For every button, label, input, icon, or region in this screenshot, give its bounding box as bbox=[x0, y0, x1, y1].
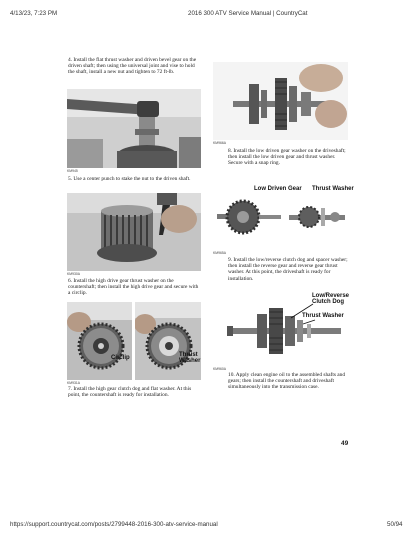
photo-thrust-washer bbox=[135, 302, 201, 380]
step-10-text: 10. Apply clean engine oil to the assembled shafts and gears; then install the countershaft and driveshaft simultaneously into the transmission case. bbox=[228, 372, 346, 391]
page-number: 49 bbox=[341, 440, 349, 447]
print-page-title: 2016 300 ATV Service Manual | CountryCat bbox=[188, 10, 308, 17]
print-url: https://support.countrycat.com/posts/2799448-2016-300-atv-service-manual bbox=[10, 521, 218, 528]
step-6-text: 6. Install the high drive gear thrust washer on the countershaft; then install the high drive gear and secure with a circlip. bbox=[68, 278, 199, 297]
photo-low-driven-gear bbox=[213, 184, 348, 250]
photo-center-punch bbox=[67, 193, 201, 271]
figure-code: KM966A bbox=[213, 141, 227, 145]
print-datetime: 4/13/23, 7:23 PM bbox=[10, 10, 58, 17]
step-4-text: 4. Install the flat thrust washer and driven bevel gear on the driven shaft; then using the universal joint and vise to hold the shaft, install a new nut and tighten to 72 ft-lb. bbox=[68, 57, 197, 76]
photo-driveshaft-assembly bbox=[213, 62, 348, 140]
callout-low-reverse-clutch-dog: Low/Reverse Clutch Dog bbox=[312, 293, 350, 306]
figure-code: KM960A bbox=[213, 367, 227, 371]
figure-code: KM930A bbox=[67, 272, 81, 276]
callout-circlip: Circlip bbox=[111, 355, 130, 361]
step-8-text: 8. Install the low driven gear washer on the driveshaft; then install the low driven gear and thrust washer. Secure with a snap ring. bbox=[228, 148, 346, 167]
step-9-text: 9. Install the low/reverse clutch dog and spacer washer; then install the reverse gear and reverse gear thrust washer. At this point, the driveshaft is ready for installation. bbox=[228, 257, 348, 282]
figure-code: KM945 bbox=[67, 169, 78, 173]
print-page-count: 50/94 bbox=[387, 521, 403, 528]
callout-low-driven-gear: Low Driven Gear bbox=[254, 186, 302, 192]
callout-thrust-washer: Thrust Washer bbox=[312, 186, 354, 192]
step-7-text: 7. Install the high gear clutch dog and flat washer. At this point, the countershaft is ready for installation. bbox=[68, 386, 192, 399]
figure-code: KM965A bbox=[213, 251, 227, 255]
photo-nut-tightening bbox=[67, 89, 201, 168]
step-5-text: 5. Use a center punch to stake the nut to the driven shaft. bbox=[68, 176, 191, 182]
figure-code: KM931A bbox=[67, 381, 81, 385]
photo-circlip bbox=[67, 302, 132, 380]
callout-thrust-washer: Thrust Washer bbox=[302, 313, 344, 319]
callout-thrust-washer: Thrust Washer bbox=[179, 352, 201, 365]
